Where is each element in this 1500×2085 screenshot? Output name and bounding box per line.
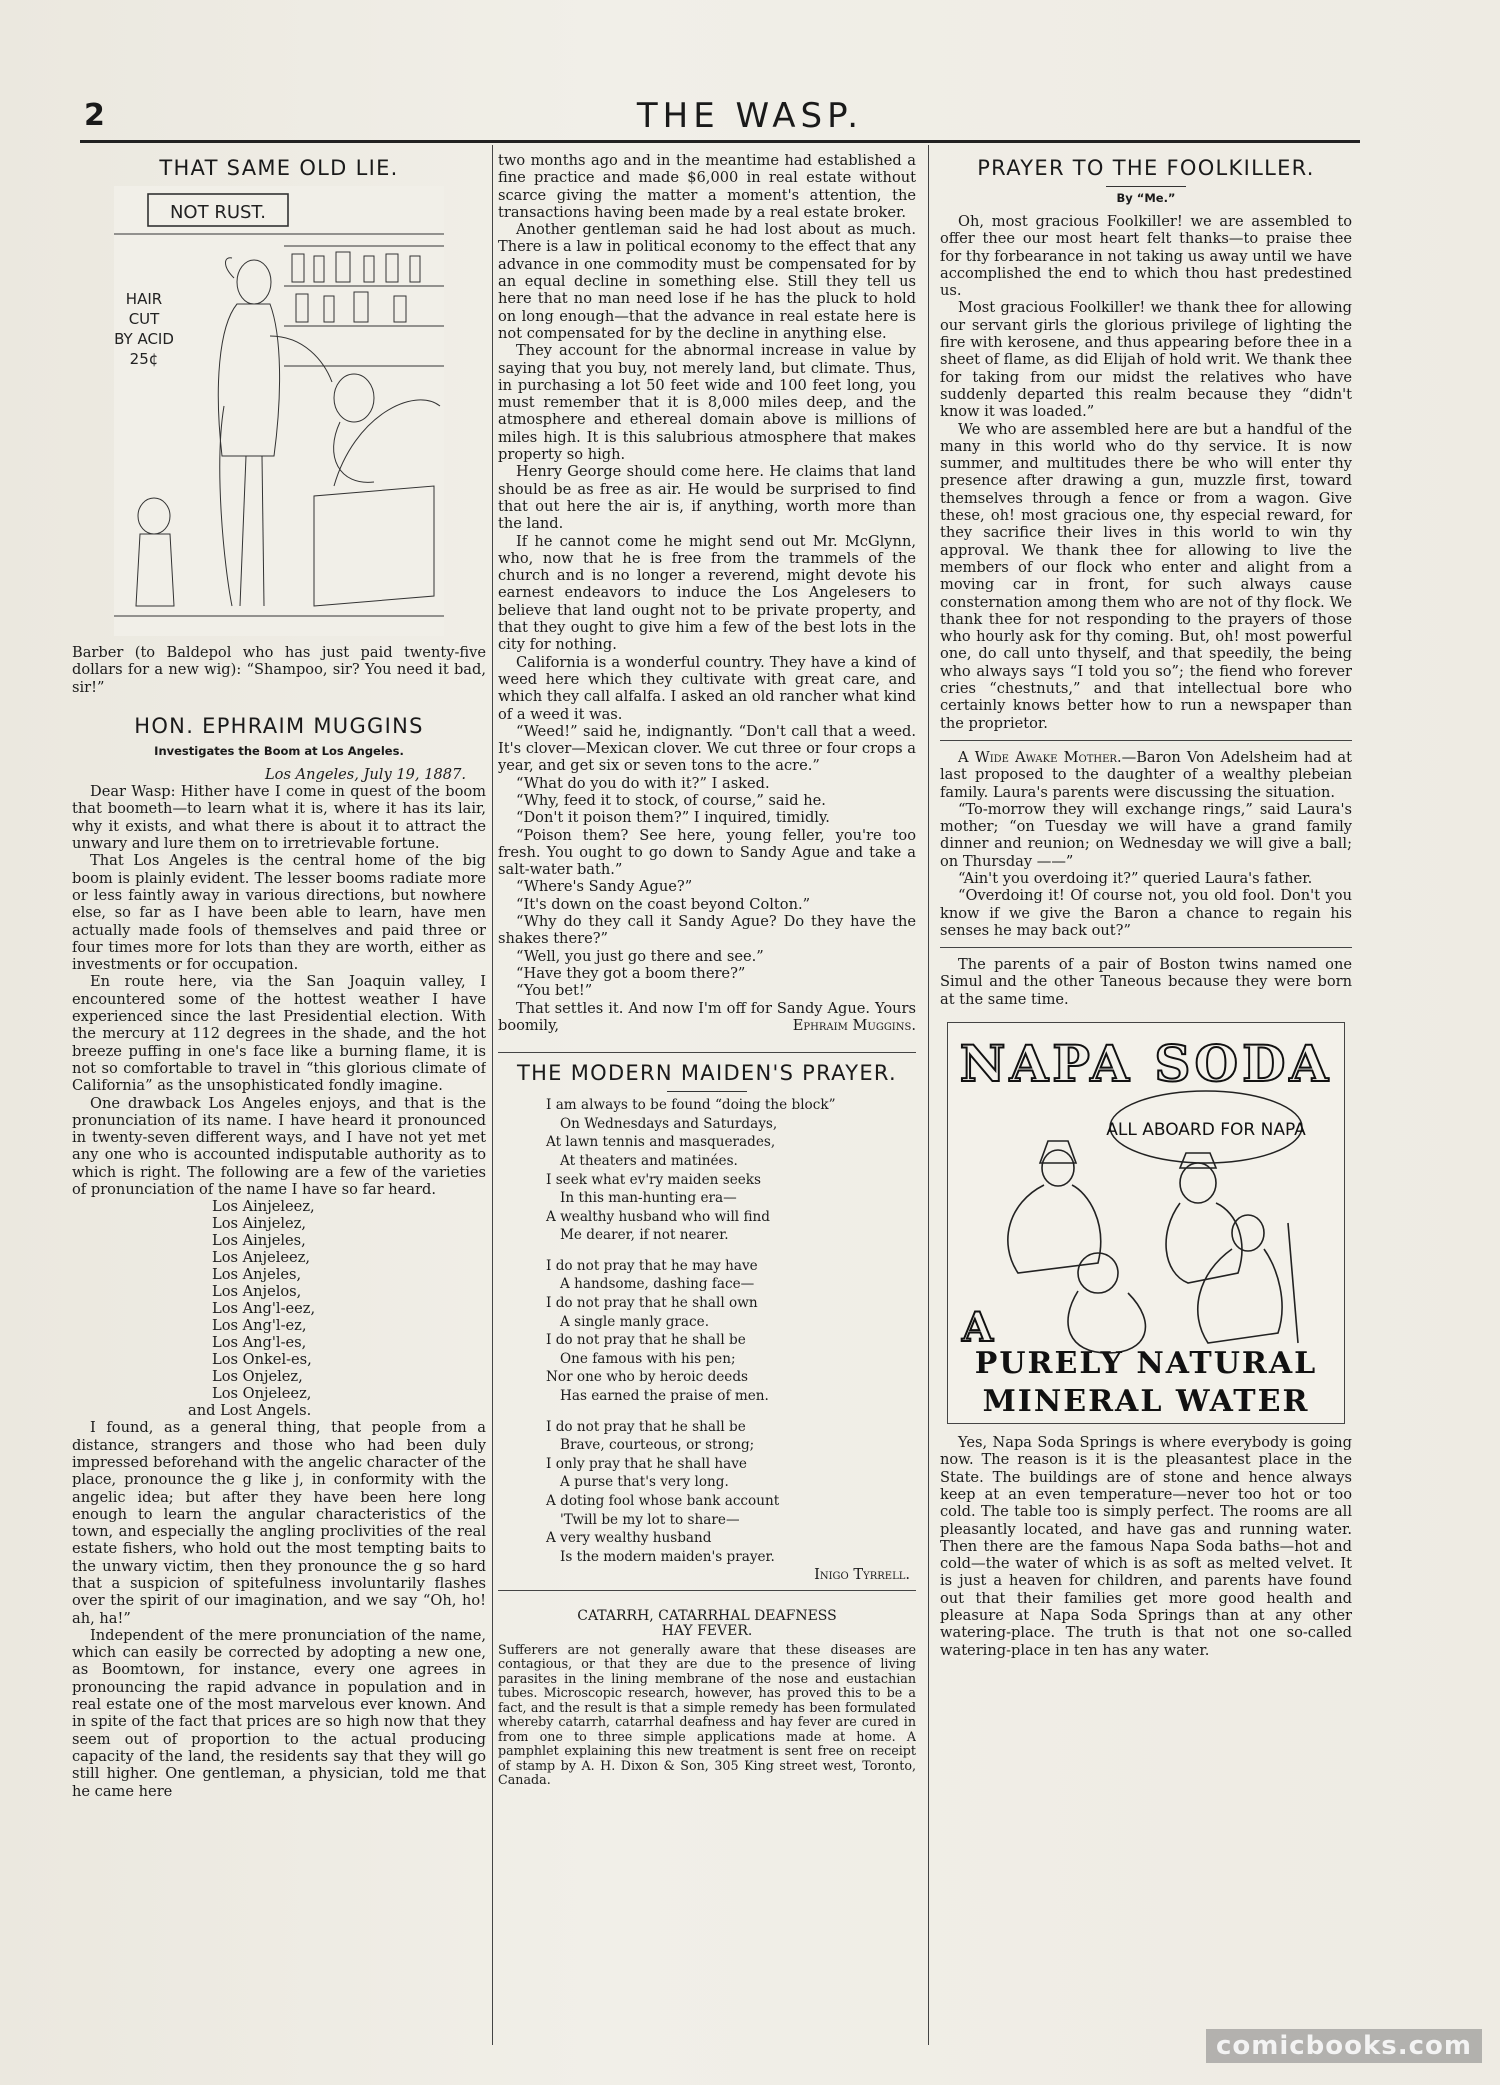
dialogue-line: “Weed!” said he, indignantly. “Don't call that a weed. It's clover—Mexican clover. We cut three or four crops a year, and get six or seven tons to the acre.”: [498, 722, 916, 775]
poem-line: I am always to be found “doing the block”: [546, 1097, 836, 1114]
column-2: [498, 152, 916, 2045]
dialogue-line: “Poison them? See here, young feller, you're too fresh. You ought to go down to Sandy Ague and take a salt-water bath.”: [498, 826, 916, 879]
muggins-paragraph: En route here, via the San Joaquin valley, I encountered some of the hottest weather I have experienced since the last Presidential election. With the mercury at 112 degrees in the shade, and the hot breeze puffing in one's face like a burning flame, it is not so comfortable to travel in “this glorious climate of California” as the unsophisticated fondly imagine.: [72, 973, 486, 1095]
mother-paragraph: [940, 749, 1352, 801]
poem-line: One famous with his pen;: [560, 1350, 736, 1367]
pronunciation-list: [188, 1198, 486, 1420]
mother-paragraph: “To-morrow they will exchange rings,” said Laura's mother; “on Tuesday we will have a grand family dinner and reunion; on Wednesday we will give a ball; on Thursday ——”: [940, 800, 1352, 870]
poem-line: Is the modern maiden's prayer.: [560, 1548, 775, 1565]
pronunciation-item: Los Ainjeles,: [212, 1232, 306, 1250]
napa-tag-mineral: MINERAL WATER: [982, 1384, 1310, 1420]
barber-cartoon-illustration: [114, 186, 444, 636]
muggins-paragraph: Independent of the mere pronunciation of the name, which can easily be corrected by adopting a new one, as Boomtown, for instance, every one agrees in pronouncing the rapid advance in population and in real estate one of the most marvelous ever known. And in spite of the fact that prices are so high now that they seem out of proportion to the actual producing capacity of the land, the residents say that they will go still higher. One gentleman, a physician, told me that he came here: [72, 1626, 486, 1800]
poem-line: 'Twill be my lot to share—: [560, 1511, 740, 1528]
dialogue-line: “Why do they call it Sandy Ague? Do they have the shakes there?”: [498, 913, 916, 948]
pronunciation-item: Los Onkel-es,: [212, 1351, 312, 1369]
maiden-signature: Inigo Tyrrell.: [814, 1566, 910, 1584]
column-1: [72, 152, 486, 2045]
pronunciation-item: Los Anjelos,: [212, 1283, 302, 1301]
muggins-paragraph: California is a wonderful country. They have a kind of weed here which they cultivate with great care, and which they call alfalfa. I asked an old rancher what kind of a weed it was.: [498, 653, 916, 723]
napa-tag-a: A: [962, 1304, 994, 1352]
muggins-closing: [498, 1000, 916, 1035]
napa-tag-natural: PURELY NATURAL: [974, 1346, 1318, 1382]
cartoon-caption: Barber (to Baldepol who has just paid twenty-five dollars for a new wig): “Shampoo, sir? You need it bad, sir!”: [72, 644, 486, 696]
muggins-subtitle: Investigates the Boom at Los Angeles.: [154, 743, 404, 758]
mother-paragraph: “Overdoing it! Of course not, you old fool. Don't you know if we give the Baron a chance to regain his senses he may back out?”: [940, 887, 1352, 939]
dialogue-line: “What do you do with it?” I asked.: [516, 774, 770, 792]
mother-lead: A Wide Awake Mother.: [958, 748, 1122, 766]
pronunciation-item: Los Onjelez,: [212, 1368, 303, 1386]
pronunciation-item: Los Ainjelez,: [212, 1215, 307, 1233]
poem-line: Has earned the praise of men.: [560, 1388, 769, 1405]
maiden-poem: [546, 1096, 916, 1566]
muggins-paragraph: Henry George should come here. He claims that land should be as free as air. He would be surprised to find that out here the air is, if anything, worth more than the land.: [498, 463, 916, 533]
muggins-paragraph: I found, as a general thing, that people from a distance, strangers and those who had been duly impressed beforehand with the angelic character of the place, pronounce the g like j, in conformity with the angelic idea; but after they have been here long enough to learn the angular characteristics of the town, and especially the angling proclivities of the real estate fishers, who hold out the most tempting baits to the unwary victim, then they pronounce the g so hard that a suspicion of spitefulness involuntarily flashes over the spirit of our imagination, and we say “Oh, ho! ah, ha!”: [72, 1419, 486, 1627]
muggins-dateline: Los Angeles, July 19, 1887.: [264, 765, 466, 783]
poem-line: A doting fool whose bank account: [546, 1493, 780, 1510]
pronunciation-item: Los Onjeleez,: [212, 1385, 312, 1403]
catarrh-body: Sufferers are not generally aware that these diseases are contagious, or that they are due to the presence of living parasites in the lining membrane of the nose and eustachian tubes. Microscopic research, however, has proved this to be a fact, and the result is that a simple remedy has been formulated whereby catarrh, catarrhal deafness and hay fever are cured in from one to three simple applications made at home. A pamphlet explaining this new treatment is sent free on receipt of stamp by A. H. Dixon & Son, 305 King street west, Toronto, Canada.: [498, 1641, 916, 1788]
muggins-title: HON. EPHRAIM MUGGINS: [134, 713, 424, 738]
catarrh-title-line-2: HAY FEVER.: [661, 1622, 753, 1639]
poem-line: Brave, courteous, or strong;: [560, 1437, 755, 1454]
poem-line: A wealthy husband who will find: [546, 1208, 770, 1225]
catarrh-title: [498, 1609, 916, 1639]
mother-paragraph: “Ain't you overdoing it?” queried Laura's father.: [958, 869, 1313, 887]
pronunciation-item: Los Anjeles,: [212, 1266, 302, 1284]
poem-line: I do not pray that he may have: [546, 1257, 758, 1274]
poem-line: On Wednesdays and Saturdays,: [560, 1115, 778, 1132]
dialogue-line: “It's down on the coast beyond Colton.”: [516, 895, 811, 913]
cartoon-sign-top: NOT RUST.: [169, 202, 267, 223]
foolkiller-paragraph: Oh, most gracious Foolkiller! we are assembled to offer thee our most heart felt thanks—to praise thee for thy forbearance in not taking us away until we have accomplished the end to which thou hast predestined us.: [940, 213, 1352, 300]
dialogue-line: “Don't it poison them?” I inquired, timidly.: [516, 809, 830, 827]
muggins-signature: Ephraim Muggins.: [792, 1016, 916, 1034]
dialogue-line: “Why, feed it to stock, of course,” said he.: [516, 791, 826, 809]
muggins-paragraph: That Los Angeles is the central home of the big boom is plainly evident. The lesser booms radiate more or less faintly away in various directions, but nowhere else, so far as I have been able to learn, have men actually made fools of themselves and paid three or four times more for lots than they are worth, either as investments or for occupation.: [72, 852, 486, 974]
mother-text: —Baron Von Adelsheim had at last proposed to the daughter of a wealthy plebeian family. Laura's parents were discussing the situation.: [940, 748, 1352, 801]
poem-line: At theaters and matinées.: [560, 1152, 738, 1169]
pronunciation-item: and Lost Angels.: [188, 1402, 312, 1420]
muggins-paragraph: two months ago and in the meantime had established a fine practice and made $6,000 in real estate without scarce giving the matter a moment's attention, the transactions having been made by a real estate broker.: [498, 152, 916, 221]
poem-line: Nor one who by heroic deeds: [546, 1369, 749, 1386]
poem-line: At lawn tennis and masquerades,: [546, 1134, 776, 1151]
napa-soda-advertisement: [947, 1022, 1345, 1424]
watermark: comicbooks.com: [1206, 2029, 1482, 2063]
napa-banner: ALL ABOARD FOR NAPA: [1106, 1120, 1306, 1141]
muggins-closing-text: That settles it. And now I'm off for Sandy Ague. Yours boomily,: [498, 999, 916, 1034]
poem-line: I seek what ev'ry maiden seeks: [546, 1171, 761, 1188]
poem-line: In this man-hunting era—: [560, 1190, 737, 1207]
poem-line: A single manly grace.: [560, 1313, 710, 1330]
page-number: 2: [84, 98, 105, 133]
muggins-paragraph: They account for the abnormal increase in value by saying that you buy, not merely land, but climate. Thus, in purchasing a lot 50 feet wide and 100 feet long, you must remember that it is 8,000 miles deep, and the atmosphere and ethereal domain above is millions of miles high. It is this salubrious atmosphere that makes property so high.: [498, 342, 916, 464]
cartoon-sign-line-4: 25¢: [129, 350, 159, 368]
dialogue-line: “Where's Sandy Ague?”: [516, 878, 693, 896]
header-rule: [80, 140, 1360, 143]
poem-line: A very wealthy husband: [546, 1530, 712, 1547]
poem-line: I do not pray that he shall own: [546, 1295, 758, 1312]
poem-line: A handsome, dashing face—: [560, 1276, 755, 1293]
title-rule: [667, 1091, 747, 1092]
muggins-paragraph: One drawback Los Angeles enjoys, and that is the pronunciation of its name. I have heard it pronounced in twenty-seven different ways, and I have not yet met any one who is accounted indisputable authority as to which is right. The following are a few of the varieties of pronunciation of the name I have so far heard.: [72, 1094, 486, 1199]
foolkiller-byline: By “Me.”: [1116, 191, 1176, 205]
masthead: THE WASP.: [636, 96, 864, 136]
foolkiller-paragraph: Most gracious Foolkiller! we thank thee for allowing our servant girls the glorious privilege of lighting the fire with kerosene, and thus appearing before thee in a sheet of flame, as did Elijah of hold writ. We thank thee for taking from our midst the relatives who have suddenly departed this realm because they “didn't know it was loaded.”: [940, 299, 1352, 421]
column-divider-1: [492, 145, 493, 2045]
poem-line: I do not pray that he shall be: [546, 1332, 746, 1349]
catarrh-title-line-1: CATARRH, CATARRHAL DEAFNESS: [577, 1607, 837, 1624]
napa-body: Yes, Napa Soda Springs is where everybody is going now. The reason is it is the pleasantest place in the State. The buildings are of stone and hence always keep at an even temperature—never too hot or too cold. The table too is simply perfect. The rooms are all pleasantly located, and have gas and running water. Then there are the famous Napa Soda baths—hot and cold—the water of which is as soft as melted velvet. It is just a heaven for children, and parents have found out that their families get more good health and pleasure at Napa Soda Springs than at any other watering-place. The truth is that not one so-called watering-place in ten has any water.: [940, 1434, 1352, 1659]
pronunciation-item: Los Ang'l-ez,: [212, 1317, 307, 1335]
foolkiller-title: PRAYER TO THE FOOLKILLER.: [977, 156, 1315, 180]
column-3: [940, 152, 1352, 2045]
poem-line: I do not pray that he shall be: [546, 1418, 746, 1435]
twins-paragraph: The parents of a pair of Boston twins named one Simul and the other Taneous because they were born at the same time.: [940, 956, 1352, 1008]
cartoon-sign-line-2: CUT: [128, 310, 160, 328]
napa-headline: NAPA SODA: [959, 1034, 1333, 1094]
pronunciation-item: Los Anjeleez,: [212, 1249, 310, 1267]
title-rule: [1106, 186, 1186, 187]
muggins-paragraph: If he cannot come he might send out Mr. McGlynn, who, now that he is free from the trammels of the church and is no longer a reverend, might devote his earnest endeavors to induce the Los Angelesers to believe that land ought not to be private property, and that they ought to give him a few of the best lots in the city for nothing.: [498, 532, 916, 654]
cartoon-title: THAT SAME OLD LIE.: [159, 156, 399, 180]
dialogue-line: “Well, you just go there and see.”: [516, 947, 764, 965]
column-divider-2: [928, 145, 929, 2045]
pronunciation-item: Los Ainjeleez,: [212, 1198, 315, 1216]
muggins-paragraph: Dear Wasp: Hither have I come in quest of the boom that boometh—to learn what it is, where it has its lair, why it exists, and what there is about it to attract the unwary and lure them on to irretrievable fortune.: [72, 783, 486, 853]
pronunciation-item: Los Ang'l-es,: [212, 1334, 307, 1352]
poem-line: Me dearer, if not nearer.: [560, 1227, 729, 1244]
maiden-title: THE MODERN MAIDEN'S PRAYER.: [516, 1061, 898, 1086]
dialogue-line: “You bet!”: [516, 982, 593, 1000]
poem-line: A purse that's very long.: [560, 1474, 729, 1491]
pronunciation-item: Los Ang'l-eez,: [212, 1300, 316, 1318]
cartoon-sign-line-3: BY ACID: [114, 330, 174, 348]
poem-line: I only pray that he shall have: [546, 1455, 747, 1472]
muggins-paragraph: Another gentleman said he had lost about as much. There is a law in political economy to the effect that any advance in one commodity must be compensated for by an equal decline in something else. Still they tell us here that no man need lose if he has the pluck to hold on long enough—that the advance in real estate here is not compensated for by the decline in anything else.: [498, 221, 916, 342]
cartoon-sign-line-1: HAIR: [125, 290, 163, 308]
foolkiller-paragraph: We who are assembled here are but a handful of the many in this world who do thy service. It is now summer, and multitudes there be who will enter thy presence after drawing a gun, muzzle first, toward themselves through a fence or from a wagon. Give these, oh! most gracious one, thy especial reward, for they sacrifice their lives in this world to win thy approval. We thank thee for allowing to live the members of our flock who enter and alight from a moving car in front, for such always cause consternation among them who are not of thy flock. We thank thee for not responding to the prayers of those who hourly ask for thy coming. But, oh! most powerful one, do call unto thyself, and that speedily, the being who always says “I told you so”; the fiend who forever cries “chestnuts,” and that intellectual bore who certainly knows better how to run a newspaper than the proprietor.: [940, 420, 1352, 732]
dialogue-line: “Have they got a boom there?”: [516, 964, 746, 982]
